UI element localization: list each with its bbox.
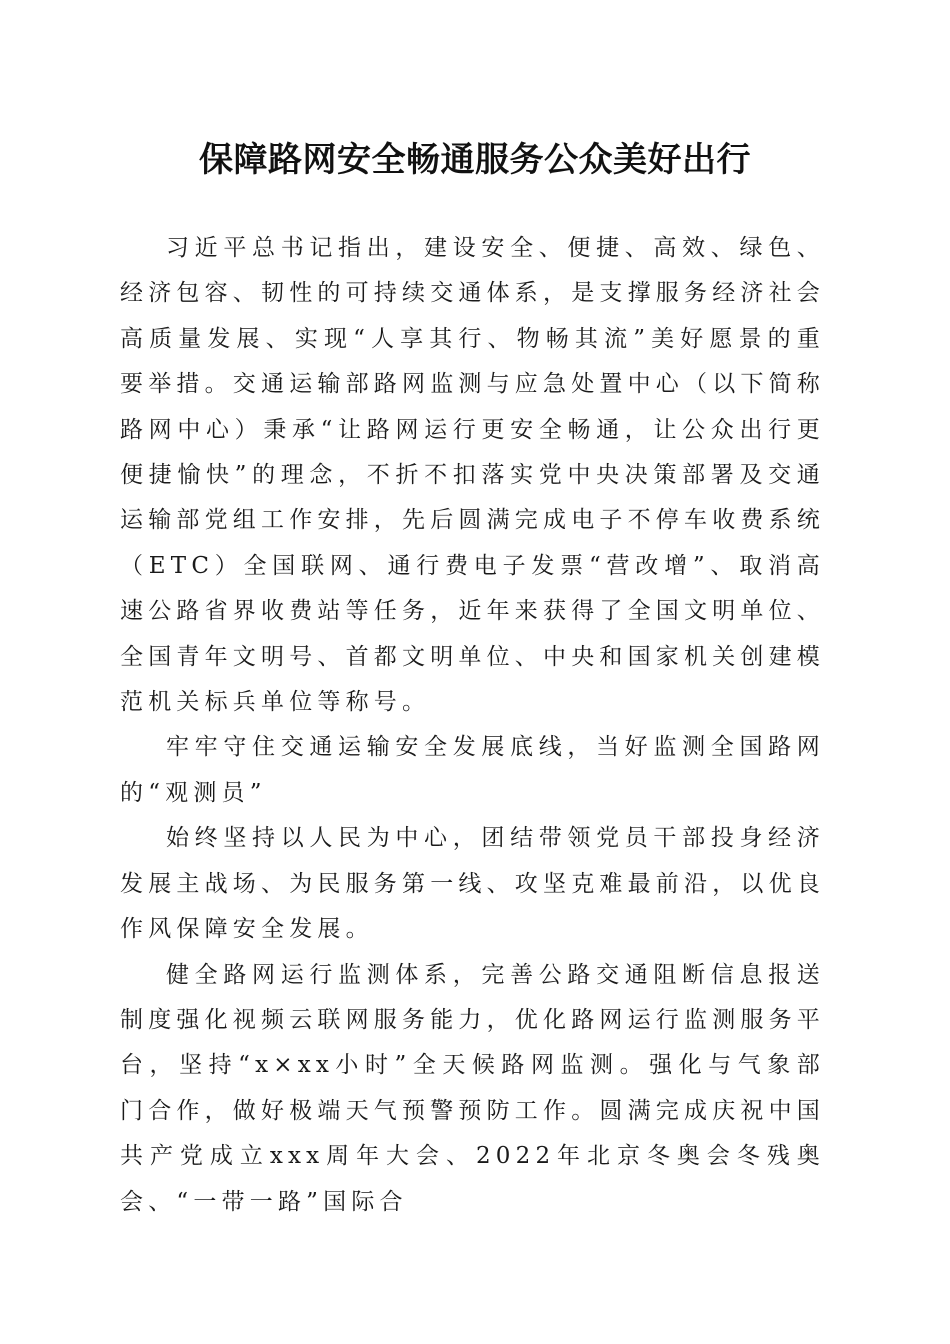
- paragraph-intro: 习近平总书记指出，建设安全、便捷、高效、绿色、经济包容、韧性的可持续交通体系，是支撑服务经济社会高质量发展、实现“人享其行、物畅其流”美好愿景的重要举措。交通运输部路网监测与应急处置中心（以下简称路网中心）秉承“让路网运行更安全畅通，让公众出行更便捷愉快”的理念，不折不扣落实党中央决策部署及交通运输部党组工作安排，先后圆满完成电子不停车收费系统（ETC）全国联网、通行费电子发票“营改增”、取消高速公路省界收费站等任务，近年来获得了全国文明单位、全国青年文明号、首都文明单位、中央和国家机关创建模范机关标兵单位等称号。: [120, 235, 825, 716]
- document-body: [120, 226, 825, 1225]
- paragraph-monitoring-system: 健全路网运行监测体系，完善公路交通阻断信息报送制度强化视频云联网服务能力，优化路网运行监测服务平台，坚持“x×xx小时”全天候路网监测。强化与气象部门合作，做好极端天气预警预防工作。圆满完成庆祝中国共产党成立xxx周年大会、2022年北京冬奥会冬残奥会、“一带一路”国际合: [120, 961, 825, 1215]
- document-title: 保障路网安全畅通服务公众美好出行: [199, 140, 751, 180]
- paragraph-people-centered: 始终坚持以人民为中心，团结带领党员干部投身经济发展主战场、为民服务第一线、攻坚克难最前沿，以优良作风保障安全发展。: [120, 825, 825, 943]
- paragraph-section-heading: 牢牢守住交通运输安全发展底线，当好监测全国路网的“观测员”: [120, 734, 825, 806]
